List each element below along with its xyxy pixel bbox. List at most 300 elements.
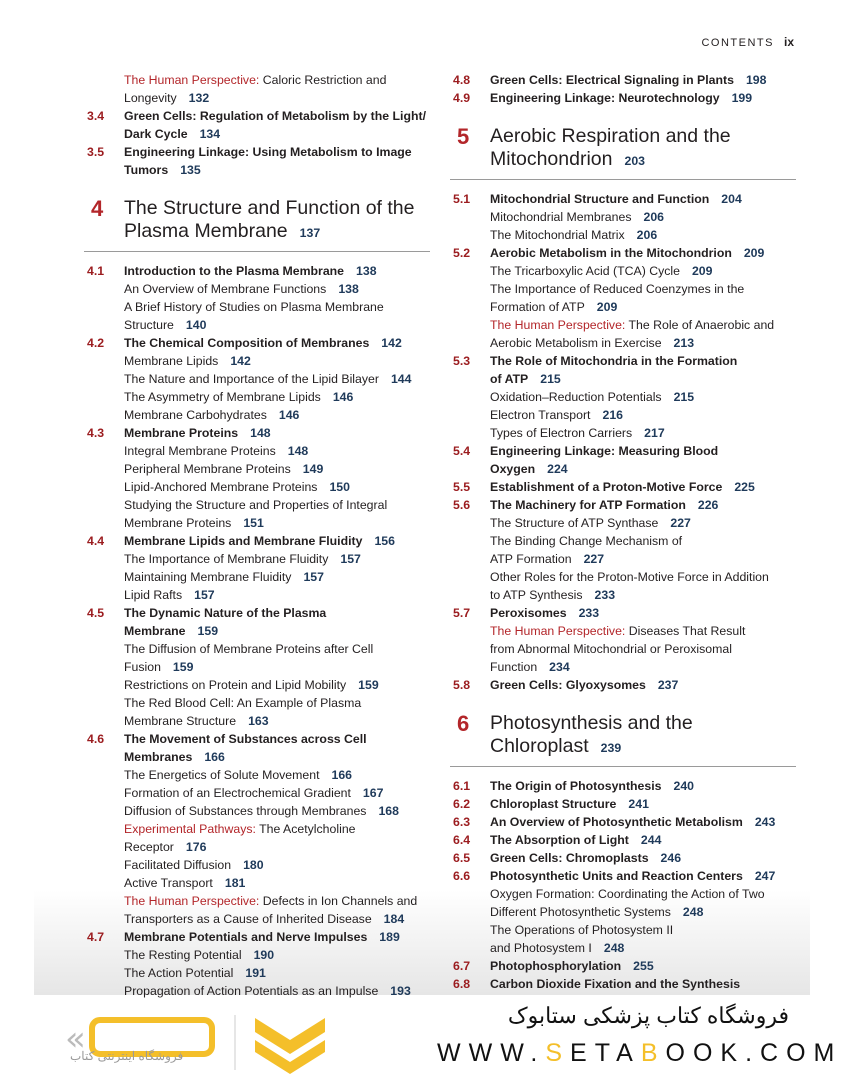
section-number: 3.4 — [87, 109, 105, 123]
entry-title: Membrane Lipids and Membrane Fluidity — [124, 534, 363, 548]
toc-line — [450, 280, 796, 298]
section-number: 6.8 — [453, 977, 471, 991]
toc-line — [84, 946, 430, 964]
page-number: 209 — [743, 246, 765, 260]
toc-line — [450, 550, 796, 568]
entry-title: Studying the Structure and Properties of Integral — [124, 498, 388, 512]
toc-subsection[interactable] — [450, 514, 796, 532]
page-number: 166 — [204, 750, 225, 764]
toc-line — [84, 460, 430, 478]
entry-title: Propagation of Action Potentials as an Impulse — [124, 984, 379, 998]
toc-subsection[interactable] — [450, 622, 796, 676]
page-number: 180 — [243, 858, 264, 872]
entry-title: of ATP — [490, 372, 529, 386]
toc-line — [84, 748, 430, 766]
toc-section[interactable] — [450, 442, 796, 478]
toc-subsection[interactable] — [84, 550, 430, 568]
toc-line — [84, 784, 430, 802]
toc-line — [450, 460, 796, 478]
toc-line — [84, 586, 430, 604]
entry-title: The Structure of ATP Synthase — [490, 516, 659, 530]
toc-section[interactable] — [450, 831, 796, 849]
chapter-heading[interactable] — [450, 125, 796, 180]
entry-title: Active Transport — [124, 876, 213, 890]
page-number: 138 — [356, 264, 377, 278]
entry-title: Integral Membrane Proteins — [124, 444, 276, 458]
toc-section[interactable] — [84, 424, 430, 442]
toc-line — [84, 424, 430, 442]
toc-subsection[interactable] — [84, 892, 430, 928]
toc-subsection[interactable] — [84, 568, 430, 586]
entry-title: Facilitated Diffusion — [124, 858, 232, 872]
toc-line — [84, 766, 430, 784]
page-number: 247 — [754, 869, 776, 883]
toc-subsection[interactable] — [84, 280, 430, 298]
page-number: 203 — [624, 154, 646, 168]
toc-line — [84, 298, 430, 316]
entry-title: ATP Formation — [490, 552, 572, 566]
entry-title: The Machinery for ATP Formation — [490, 498, 686, 512]
chapter-number: 6 — [457, 711, 470, 736]
toc-subsection[interactable] — [450, 424, 796, 442]
toc-subsection[interactable] — [84, 496, 430, 532]
toc-line — [84, 71, 430, 89]
toc-line — [84, 143, 430, 161]
entry-title: Peripheral Membrane Proteins — [124, 462, 291, 476]
page-number: 193 — [390, 984, 411, 998]
toc-line — [450, 89, 796, 107]
toc-line — [84, 820, 430, 838]
toc-line — [84, 442, 430, 460]
url-part: ETA — [570, 1039, 641, 1067]
chapter-heading[interactable] — [84, 197, 430, 252]
toc-subsection[interactable] — [84, 640, 430, 676]
entry-title: Membrane Carbohydrates — [124, 408, 267, 422]
toc-section[interactable] — [84, 532, 430, 550]
page-number: 213 — [673, 336, 695, 350]
toc-line — [84, 604, 430, 622]
entry-title: Membrane Structure — [124, 714, 237, 728]
page-number: 151 — [243, 516, 264, 530]
page-number: 198 — [745, 73, 767, 87]
page-number: 159 — [172, 660, 194, 674]
entry-title: Chloroplast Structure — [490, 797, 617, 811]
entry-title: Engineering Linkage: Neurotechnology — [490, 91, 720, 105]
toc-subsection[interactable] — [450, 262, 796, 280]
page-number: 140 — [185, 318, 207, 332]
entry-title: Mitochondrial Membranes — [490, 210, 632, 224]
entry-title: Green Cells: Regulation of Metabolism by the Light/ — [124, 109, 426, 123]
toc-section[interactable] — [450, 89, 796, 107]
toc-line — [84, 928, 430, 946]
entry-title: Electron Transport — [490, 408, 591, 422]
toc-section[interactable] — [450, 190, 796, 208]
entry-title: Carbon Dioxide Fixation and the Synthesis — [490, 977, 741, 991]
toc-section[interactable] — [450, 604, 796, 622]
toc-line — [450, 813, 796, 831]
page-number: 159 — [358, 678, 379, 692]
toc-line — [84, 89, 430, 107]
toc-line — [84, 622, 430, 640]
entry-title: Other Roles for the Proton-Motive Force in Addition — [490, 570, 769, 584]
page-number: 142 — [381, 336, 402, 350]
section-number: 6.7 — [453, 959, 471, 973]
page-number: 216 — [602, 408, 624, 422]
toc-line — [450, 388, 796, 406]
toc-section[interactable] — [450, 957, 796, 975]
toc-right-column — [450, 71, 796, 993]
entry-title: The Importance of Reduced Coenzymes in the — [490, 282, 745, 296]
entry-title: Membrane Proteins — [124, 426, 239, 440]
toc-subsection[interactable] — [84, 946, 430, 964]
page-number: 142 — [230, 354, 251, 368]
toc-subsection[interactable] — [450, 280, 796, 316]
toc-line — [450, 406, 796, 424]
chapter-title-line — [84, 197, 430, 220]
entry-title: Restrictions on Protein and Lipid Mobility — [124, 678, 347, 692]
section-number: 4.9 — [453, 91, 471, 105]
page-number: 241 — [628, 797, 649, 811]
toc-subsection[interactable] — [84, 478, 430, 496]
page-number: 246 — [660, 851, 682, 865]
chapter-number: 5 — [457, 124, 470, 149]
toc-section[interactable] — [84, 107, 430, 143]
toc-line — [450, 957, 796, 975]
section-number: 5.2 — [453, 246, 471, 260]
toc-line — [84, 514, 430, 532]
entry-title: Lipid-Anchored Membrane Proteins — [124, 480, 318, 494]
entry-title: The Role of Anaerobic and — [625, 318, 775, 332]
section-number: 6.6 — [453, 869, 471, 883]
entry-title: Engineering Linkage: Measuring Blood — [490, 444, 719, 458]
toc-subsection[interactable] — [84, 298, 430, 334]
toc-subsection[interactable] — [450, 226, 796, 244]
watermark-footer — [0, 995, 844, 1080]
toc-section[interactable] — [450, 849, 796, 867]
toc-line — [84, 838, 430, 856]
section-number: 5.1 — [453, 192, 471, 206]
toc-line — [84, 370, 430, 388]
entry-title: Introduction to the Plasma Membrane — [124, 264, 345, 278]
toc-subsection[interactable] — [84, 586, 430, 604]
toc-section[interactable] — [450, 478, 796, 496]
toc-line — [84, 262, 430, 280]
section-number: 5.3 — [453, 354, 471, 368]
page-number: 234 — [549, 660, 570, 674]
toc-line — [84, 694, 430, 712]
entry-title: The Red Blood Cell: An Example of Plasma — [124, 696, 362, 710]
entry-title: Membrane Proteins — [124, 516, 232, 530]
setabook-logo-icon — [60, 1010, 340, 1075]
entry-title: Tumors — [124, 163, 169, 177]
entry-title: Diffusion of Substances through Membranes — [124, 804, 367, 818]
entry-title: Green Cells: Chromoplasts — [490, 851, 649, 865]
page-number: 157 — [194, 588, 215, 602]
toc-subsection[interactable] — [450, 316, 796, 352]
entry-title: Caloric Restriction and — [259, 73, 387, 87]
entry-title: The Acetylcholine — [255, 822, 356, 836]
toc-line — [450, 532, 796, 550]
entry-title: Oxygen — [490, 462, 536, 476]
entry-title: Aerobic Metabolism in the Mitochondrion — [490, 246, 732, 260]
toc-subsection[interactable] — [84, 766, 430, 784]
page-number: 157 — [340, 552, 361, 566]
toc-subsection[interactable] — [450, 388, 796, 406]
toc-line — [84, 802, 430, 820]
entry-title: The Tricarboxylic Acid (TCA) Cycle — [490, 264, 680, 278]
toc-line — [450, 334, 796, 352]
page-number: 157 — [303, 570, 324, 584]
entry-title: The Diffusion of Membrane Proteins after Cell — [124, 642, 374, 656]
entry-title: Formation of ATP — [490, 300, 585, 314]
page-number: 148 — [287, 444, 309, 458]
section-number: 4.1 — [87, 264, 105, 278]
entry-title: An Overview of Photosynthetic Metabolism — [490, 815, 743, 829]
page-number: 149 — [302, 462, 324, 476]
toc-section[interactable] — [84, 604, 430, 640]
entry-title: Maintaining Membrane Fluidity — [124, 570, 292, 584]
toc-subsection[interactable] — [84, 694, 430, 730]
entry-title: The Nature and Importance of the Lipid Bilayer — [124, 372, 379, 386]
toc-line — [450, 208, 796, 226]
entry-title: Types of Electron Carriers — [490, 426, 633, 440]
toc-section[interactable] — [450, 352, 796, 388]
entry-title: The Resting Potential — [124, 948, 242, 962]
entry-title: Dark Cycle — [124, 127, 188, 141]
toc-line — [450, 226, 796, 244]
entry-title: The Importance of Membrane Fluidity — [124, 552, 329, 566]
section-number: 5.4 — [453, 444, 471, 458]
toc-subsection[interactable] — [450, 921, 796, 957]
toc-section[interactable] — [84, 334, 430, 352]
store-name: فروشگاه کتاب پزشکی ستابوک — [507, 1003, 789, 1028]
toc-line — [450, 849, 796, 867]
toc-line — [84, 496, 430, 514]
toc-subsection[interactable] — [84, 676, 430, 694]
chapter-title-line — [84, 220, 430, 245]
section-number: 5.8 — [453, 678, 471, 692]
toc-line — [450, 352, 796, 370]
page-number: 184 — [383, 912, 405, 926]
toc-line — [450, 939, 796, 957]
entry-title: Peroxisomes — [490, 606, 567, 620]
page-number: 146 — [332, 390, 354, 404]
entry-title: Structure — [124, 318, 174, 332]
toc-line — [450, 190, 796, 208]
page-number: 225 — [734, 480, 755, 494]
page-number: 215 — [673, 390, 695, 404]
feature-label: Experimental Pathways: — [124, 822, 256, 836]
toc-section[interactable] — [450, 777, 796, 795]
toc-section[interactable] — [84, 928, 430, 946]
page-number: 233 — [578, 606, 600, 620]
section-number: 4.7 — [87, 930, 105, 944]
page-number: 224 — [547, 462, 568, 476]
chapter-title-line — [450, 125, 796, 148]
entry-title: Membrane Potentials and Nerve Impulses — [124, 930, 368, 944]
url-part: S — [545, 1039, 571, 1067]
toc-line — [450, 244, 796, 262]
toc-line — [84, 125, 430, 143]
toc-line — [84, 161, 430, 179]
toc-line — [450, 298, 796, 316]
section-number: 5.7 — [453, 606, 471, 620]
page-number: 156 — [374, 534, 395, 548]
toc-line — [450, 586, 796, 604]
toc-left-column — [84, 71, 430, 1000]
entry-title: Fusion — [124, 660, 161, 674]
toc-subsection[interactable] — [450, 406, 796, 424]
section-number: 6.1 — [453, 779, 471, 793]
entry-title: Oxygen Formation: Coordinating the Action of Two — [490, 887, 765, 901]
entry-title: Membranes — [124, 750, 193, 764]
page-number: 146 — [278, 408, 300, 422]
toc-section[interactable] — [450, 676, 796, 694]
running-header — [701, 35, 794, 49]
running-header-section: CONTENTS — [701, 37, 774, 49]
entry-title: Lipid Rafts — [124, 588, 183, 602]
toc-section[interactable] — [84, 262, 430, 280]
toc-section[interactable] — [450, 71, 796, 89]
toc-line — [450, 795, 796, 813]
page-number: 167 — [362, 786, 384, 800]
toc-section[interactable] — [450, 975, 796, 993]
toc-line — [450, 424, 796, 442]
chapter-number: 4 — [91, 196, 104, 221]
entry-title: The Action Potential — [124, 966, 234, 980]
toc-line — [450, 831, 796, 849]
entry-title: The Operations of Photosystem II — [490, 923, 674, 937]
entry-title: Engineering Linkage: Using Metabolism to Image — [124, 145, 412, 159]
toc-section[interactable] — [84, 143, 430, 179]
section-number: 6.2 — [453, 797, 471, 811]
chapter-title-text: Mitochondrion — [490, 148, 613, 170]
toc-subsection[interactable] — [84, 71, 430, 107]
section-number: 6.5 — [453, 851, 471, 865]
chapter-title-text: Plasma Membrane — [124, 220, 288, 242]
entry-title: The Absorption of Light — [490, 833, 629, 847]
toc-subsection[interactable] — [84, 442, 430, 460]
toc-section[interactable] — [450, 496, 796, 514]
entry-title: Photosynthetic Units and Reaction Centers — [490, 869, 743, 883]
entry-title: Defects in Ion Channels and — [259, 894, 418, 908]
page-number: 227 — [670, 516, 691, 530]
page-number: 189 — [379, 930, 400, 944]
chapter-heading[interactable] — [450, 712, 796, 767]
entry-title: The Energetics of Solute Movement — [124, 768, 320, 782]
toc-section[interactable] — [450, 813, 796, 831]
page-number: 244 — [640, 833, 662, 847]
page-number: 134 — [199, 127, 221, 141]
toc-section[interactable] — [450, 867, 796, 885]
toc-line — [84, 532, 430, 550]
toc-subsection[interactable] — [84, 874, 430, 892]
toc-subsection[interactable] — [450, 208, 796, 226]
toc-line — [84, 280, 430, 298]
toc-line — [84, 892, 430, 910]
entry-title: Function — [490, 660, 538, 674]
page-number: 132 — [188, 91, 210, 105]
section-number: 4.4 — [87, 534, 105, 548]
toc-section[interactable] — [450, 795, 796, 813]
page-number: 237 — [657, 678, 679, 692]
toc-line — [84, 874, 430, 892]
entry-title: Oxidation–Reduction Potentials — [490, 390, 662, 404]
toc-subsection[interactable] — [84, 820, 430, 856]
page-number: 199 — [731, 91, 753, 105]
entry-title: Green Cells: Electrical Signaling in Plants — [490, 73, 734, 87]
toc-line — [84, 550, 430, 568]
page-number: 248 — [682, 905, 704, 919]
toc-subsection[interactable] — [84, 802, 430, 820]
toc-line — [84, 640, 430, 658]
toc-line — [84, 388, 430, 406]
toc-line — [450, 514, 796, 532]
toc-line — [450, 442, 796, 460]
toc-subsection[interactable] — [84, 370, 430, 388]
toc-section[interactable] — [450, 244, 796, 262]
toc-subsection[interactable] — [84, 388, 430, 406]
entry-title: Membrane Lipids — [124, 354, 219, 368]
toc-subsection[interactable] — [450, 568, 796, 604]
entry-title: The Role of Mitochondria in the Formation — [490, 354, 738, 368]
entry-title: The Chemical Composition of Membranes — [124, 336, 370, 350]
toc-line — [84, 856, 430, 874]
toc-subsection[interactable] — [84, 352, 430, 370]
toc-line — [450, 262, 796, 280]
svg-text:«: « — [65, 1019, 86, 1059]
entry-title: Green Cells: Glyoxysomes — [490, 678, 646, 692]
toc-line — [450, 496, 796, 514]
section-number: 6.3 — [453, 815, 471, 829]
entry-title: Establishment of a Proton-Motive Force — [490, 480, 723, 494]
page-number: 226 — [697, 498, 719, 512]
section-number: 5.6 — [453, 498, 471, 512]
entry-title: Transporters as a Cause of Inherited Disease — [124, 912, 372, 926]
toc-subsection[interactable] — [84, 784, 430, 802]
toc-line — [84, 658, 430, 676]
chapter-title-text: Photosynthesis and the — [490, 712, 693, 734]
toc-subsection[interactable] — [450, 885, 796, 921]
page-number: 240 — [673, 779, 695, 793]
toc-line — [450, 676, 796, 694]
toc-subsection[interactable] — [450, 532, 796, 568]
toc-line — [450, 370, 796, 388]
section-number: 6.4 — [453, 833, 471, 847]
page-number: 227 — [583, 552, 605, 566]
toc-subsection[interactable] — [84, 964, 430, 982]
entry-title: Membrane — [124, 624, 186, 638]
toc-line — [84, 676, 430, 694]
section-number: 4.8 — [453, 73, 471, 87]
entry-title: The Asymmetry of Membrane Lipids — [124, 390, 321, 404]
toc-line — [84, 316, 430, 334]
toc-line — [450, 622, 796, 640]
page-number: 233 — [594, 588, 616, 602]
toc-line — [450, 316, 796, 334]
toc-section[interactable] — [84, 730, 430, 766]
store-url — [437, 1039, 842, 1068]
toc-subsection[interactable] — [84, 406, 430, 424]
page-number: 159 — [197, 624, 219, 638]
toc-subsection[interactable] — [84, 856, 430, 874]
toc-line — [84, 568, 430, 586]
toc-line — [450, 640, 796, 658]
page-number: 150 — [329, 480, 350, 494]
toc-subsection[interactable] — [84, 460, 430, 478]
page-number: 176 — [185, 840, 207, 854]
url-part: WWW. — [437, 1039, 546, 1067]
